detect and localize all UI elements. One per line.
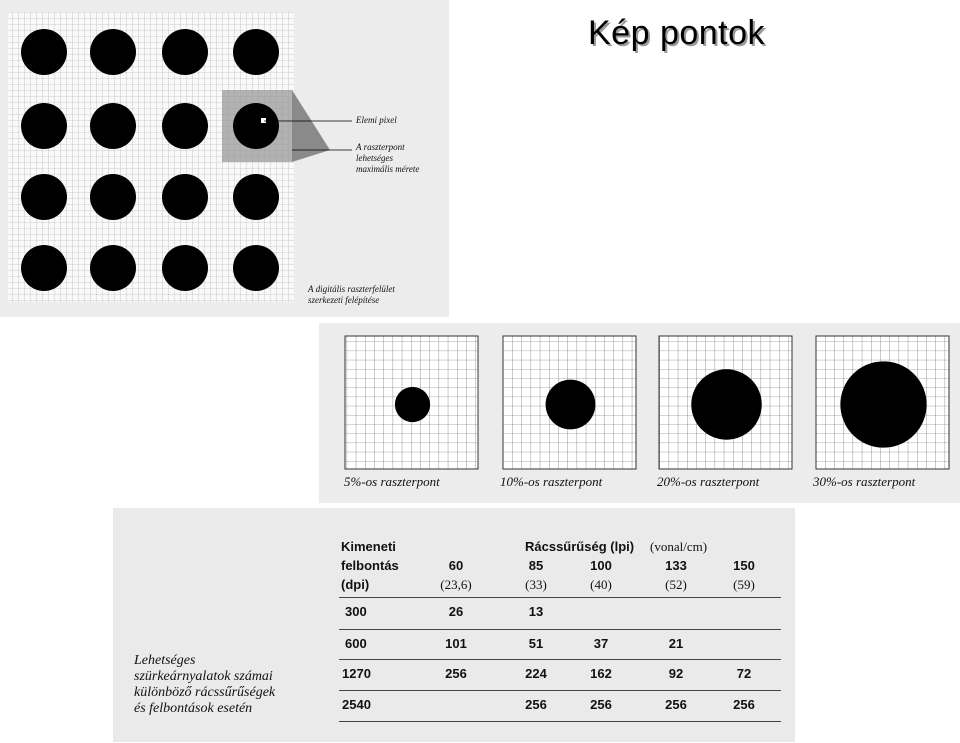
percm-150: (59) <box>733 577 755 592</box>
header-felbontas: felbontás <box>341 558 399 573</box>
table-cell: 256 <box>445 666 467 681</box>
header-vonal-cm: (vonal/cm) <box>650 539 708 554</box>
halftone-dot-sizes-figure <box>319 323 960 503</box>
table-rule <box>339 597 781 598</box>
raster-dot <box>233 174 279 220</box>
table-cell: 224 <box>525 666 547 681</box>
elemi-pixel-marker <box>261 118 266 123</box>
top-caption-1: A digitális raszterfelület <box>308 284 395 294</box>
row-dpi-300: 300 <box>345 604 367 619</box>
annotation-raszterpont-1: A raszterpont <box>356 142 405 152</box>
raster-dot <box>162 29 208 75</box>
lpi-150: 150 <box>733 558 755 573</box>
table-cell: 256 <box>590 697 612 712</box>
table-cell: 92 <box>668 666 684 681</box>
raster-dot <box>233 245 279 291</box>
slide-title: Kép pontok <box>588 14 766 52</box>
halftone-dot <box>546 380 596 430</box>
table-cell: 51 <box>528 636 544 651</box>
annotation-raszterpont-2: lehetséges <box>356 153 393 163</box>
table-note-2: szürkeárnyalatok számai <box>134 669 273 684</box>
raster-dot <box>162 245 208 291</box>
raster-dot <box>21 245 67 291</box>
raster-dot <box>90 174 136 220</box>
raster-dot <box>162 174 208 220</box>
lpi-133: 133 <box>665 558 687 573</box>
header-racssuruseg: Rácssűrűség (lpi) <box>525 539 635 554</box>
header-dpi: (dpi) <box>341 577 370 592</box>
caption-20pct: 20%-os raszterpont <box>657 474 760 489</box>
raster-dot <box>21 103 67 149</box>
percm-100: (40) <box>590 577 612 592</box>
raster-structure-figure <box>0 0 449 317</box>
caption-30pct: 30%-os raszterpont <box>813 474 916 489</box>
table-cell: 72 <box>736 666 752 681</box>
table-cell: 26 <box>448 604 464 619</box>
table-cell: 37 <box>593 636 609 651</box>
row-dpi-600: 600 <box>345 636 367 651</box>
table-rule <box>339 629 781 630</box>
table-cell: 21 <box>668 636 684 651</box>
table-rule <box>339 690 781 691</box>
annotation-elemi-pixel: Elemi pixel <box>356 115 397 125</box>
raster-dot <box>233 29 279 75</box>
row-dpi-2540: 2540 <box>342 697 371 712</box>
table-rule <box>339 659 781 660</box>
raster-dot <box>233 103 279 149</box>
halftone-dot <box>691 369 761 439</box>
row-dpi-1270: 1270 <box>342 666 371 681</box>
raster-dot <box>90 103 136 149</box>
top-caption-2: szerkezeti felépítése <box>308 295 380 305</box>
halftone-dot <box>395 387 430 422</box>
halftone-dot <box>840 361 926 447</box>
resolution-table-figure <box>113 508 795 742</box>
raster-dot <box>90 29 136 75</box>
caption-10pct: 10%-os raszterpont <box>500 474 603 489</box>
table-note-4: és felbontások esetén <box>134 701 253 716</box>
lpi-85: 85 <box>528 558 544 573</box>
table-rule <box>339 721 781 722</box>
table-cell: 256 <box>733 697 755 712</box>
caption-5pct: 5%-os raszterpont <box>344 474 440 489</box>
header-kimeneti: Kimeneti <box>341 539 396 554</box>
percm-60: (23,6) <box>440 577 472 592</box>
table-note-1: Lehetséges <box>134 653 196 668</box>
percm-85: (33) <box>525 577 547 592</box>
raster-dot <box>21 29 67 75</box>
table-note-3: különböző rácssűrűségek <box>134 685 276 700</box>
table-cell: 101 <box>445 636 467 651</box>
table-cell: 256 <box>665 697 687 712</box>
table-cell: 162 <box>590 666 612 681</box>
lpi-100: 100 <box>590 558 612 573</box>
callout-wedge <box>292 90 330 162</box>
raster-dot <box>21 174 67 220</box>
raster-dot <box>162 103 208 149</box>
percm-133: (52) <box>665 577 687 592</box>
annotation-raszterpont-3: maximális mérete <box>356 164 420 174</box>
raster-dot <box>90 245 136 291</box>
lpi-60: 60 <box>448 558 464 573</box>
table-cell: 13 <box>528 604 544 619</box>
table-cell: 256 <box>525 697 547 712</box>
